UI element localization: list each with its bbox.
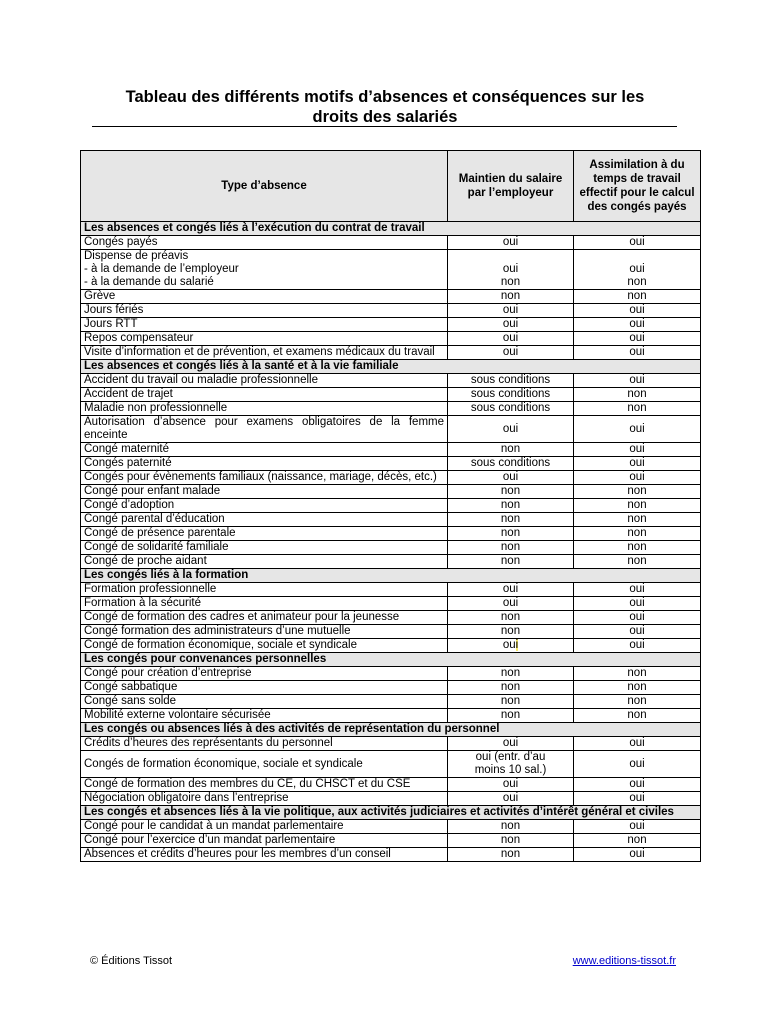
absence-type-cell <box>81 250 448 290</box>
maintien-cell: non <box>448 527 574 541</box>
table-row <box>81 541 701 555</box>
maintien-cell: non <box>448 681 574 695</box>
table-row <box>81 388 701 402</box>
table-row <box>81 304 701 318</box>
table-row <box>81 611 701 625</box>
section-header-row <box>81 360 701 374</box>
maintien-cell: non <box>448 485 574 499</box>
maintien-cell: sous conditions <box>448 402 574 416</box>
assimilation-cell: oui <box>574 848 701 862</box>
assimilation-cell: non <box>574 402 701 416</box>
assimilation-cell: oui <box>574 820 701 834</box>
table-row <box>81 695 701 709</box>
section-header-row <box>81 569 701 583</box>
table-row <box>81 820 701 834</box>
absence-type-cell: Autorisation d’absence pour examens obligatoires de la femme enceinte <box>81 416 448 443</box>
table-row <box>81 485 701 499</box>
maintien-cell: oui <box>448 778 574 792</box>
table-row <box>81 443 701 457</box>
footer-copyright: © Éditions Tissot <box>90 955 173 967</box>
absence-type-cell: Congé parental d’éducation <box>81 513 448 527</box>
table-row <box>81 499 701 513</box>
maintien-cell: non <box>448 625 574 639</box>
assimilation-cell: oui <box>574 304 701 318</box>
assimilation-cell: oui <box>574 737 701 751</box>
table-row <box>81 751 701 778</box>
table-row <box>81 416 701 443</box>
assimilation-cell: non <box>574 709 701 723</box>
assimilation-cell: oui <box>574 639 701 653</box>
maintien-line <box>451 250 570 263</box>
table-row <box>81 737 701 751</box>
table-row <box>81 681 701 695</box>
table-row <box>81 250 701 290</box>
table-row <box>81 625 701 639</box>
column-header-assimilation: Assimilation à du temps de travail effectif pour le calcul des congés payés <box>574 151 701 222</box>
table-row <box>81 290 701 304</box>
maintien-cell: non <box>448 611 574 625</box>
table-row <box>81 346 701 360</box>
title-line-2: droits des salariés <box>312 108 458 126</box>
assimilation-cell: non <box>574 695 701 709</box>
assimilation-cell: oui <box>574 416 701 443</box>
maintien-cell: non <box>448 667 574 681</box>
assimilation-cell: non <box>574 667 701 681</box>
absence-type-cell: Accident de trajet <box>81 388 448 402</box>
absence-type-cell: Congé pour enfant malade <box>81 485 448 499</box>
maintien-cell: non <box>448 443 574 457</box>
absence-type-line: Dispense de préavis <box>84 250 189 262</box>
assimilation-cell: oui <box>574 457 701 471</box>
assimilation-cell: oui <box>574 751 701 778</box>
maintien-cell: non <box>448 541 574 555</box>
table-row <box>81 778 701 792</box>
table-header-row <box>81 151 701 222</box>
table-row <box>81 402 701 416</box>
maintien-cell: non <box>448 834 574 848</box>
maintien-cell: sous conditions <box>448 388 574 402</box>
absence-type-cell: Formation à la sécurité <box>81 597 448 611</box>
assimilation-cell: non <box>574 834 701 848</box>
table-row <box>81 236 701 250</box>
assimilation-cell: oui <box>574 374 701 388</box>
absence-type-cell: Visite d’information et de prévention, et examens médicaux du travail <box>81 346 448 360</box>
assimilation-cell: oui <box>574 236 701 250</box>
page-title <box>90 87 680 127</box>
table-row <box>81 374 701 388</box>
table-row <box>81 318 701 332</box>
maintien-cell: oui <box>448 639 574 653</box>
maintien-line: oui (entr. d’au <box>475 751 546 763</box>
absence-type-cell: Jours fériés <box>81 304 448 318</box>
absence-type-cell: Congé pour création d’entreprise <box>81 667 448 681</box>
absence-type-cell: Congé de formation économique, sociale et syndicale <box>81 639 448 653</box>
absence-type-cell: Congé de formation des cadres et animateur pour la jeunesse <box>81 611 448 625</box>
assimilation-cell: non <box>574 527 701 541</box>
assimilation-cell: non <box>574 541 701 555</box>
maintien-cell: non <box>448 513 574 527</box>
absence-type-cell: Congé maternité <box>81 443 448 457</box>
table-row <box>81 639 701 653</box>
table-row <box>81 834 701 848</box>
assimilation-cell: oui <box>574 778 701 792</box>
maintien-cell: non <box>448 499 574 513</box>
footer-link[interactable]: www.editions-tissot.fr <box>572 955 676 967</box>
table-body <box>81 222 701 862</box>
title-line-1: Tableau des différents motifs d’absences et conséquences sur les <box>125 88 645 106</box>
absence-type-cell: Congé d’adoption <box>81 499 448 513</box>
section-title: Les congés et absences liés à la vie politique, aux activités judiciaires et activités d’intérêt général et civiles <box>81 806 701 820</box>
absence-type-cell: Congé formation des administrateurs d’une mutuelle <box>81 625 448 639</box>
maintien-cell: oui <box>448 318 574 332</box>
maintien-cell <box>448 250 574 290</box>
maintien-cell: oui <box>448 304 574 318</box>
table-row <box>81 848 701 862</box>
assimilation-line: non <box>627 276 647 288</box>
absence-type-cell: Repos compensateur <box>81 332 448 346</box>
table-row <box>81 471 701 485</box>
maintien-cell: oui <box>448 737 574 751</box>
title-underline <box>92 126 677 127</box>
maintien-cell: sous conditions <box>448 374 574 388</box>
assimilation-cell: non <box>574 681 701 695</box>
assimilation-cell: oui <box>574 332 701 346</box>
maintien-cell: non <box>448 695 574 709</box>
maintien-line: oui <box>502 263 519 275</box>
maintien-cell: oui <box>448 792 574 806</box>
absence-type-cell: Congé pour l’exercice d’un mandat parlementaire <box>81 834 448 848</box>
absence-type-cell: Congé de formation des membres du CE, du CHSCT et du CSE <box>81 778 448 792</box>
absence-type-cell: Congés payés <box>81 236 448 250</box>
absence-type-cell: Jours RTT <box>81 318 448 332</box>
absence-type-cell: Congés de formation économique, sociale et syndicale <box>81 751 448 778</box>
column-header-type: Type d’absence <box>81 151 448 222</box>
maintien-line: moins 10 sal.) <box>474 764 547 776</box>
table-row <box>81 597 701 611</box>
assimilation-cell: non <box>574 388 701 402</box>
absence-type-cell: Crédits d’heures des représentants du personnel <box>81 737 448 751</box>
maintien-cell: non <box>448 709 574 723</box>
section-title: Les congés liés à la formation <box>81 569 701 583</box>
assimilation-cell: oui <box>574 443 701 457</box>
maintien-cell: non <box>448 555 574 569</box>
assimilation-cell: non <box>574 290 701 304</box>
absence-type-cell: Congé de proche aidant <box>81 555 448 569</box>
absence-type-cell: Mobilité externe volontaire sécurisée <box>81 709 448 723</box>
section-title: Les congés pour convenances personnelles <box>81 653 701 667</box>
maintien-cell: oui <box>448 346 574 360</box>
assimilation-line <box>577 250 697 263</box>
assimilation-cell: oui <box>574 611 701 625</box>
assimilation-cell <box>574 250 701 290</box>
table-row <box>81 792 701 806</box>
maintien-cell: oui <box>448 583 574 597</box>
section-header-row <box>81 222 701 236</box>
maintien-cell: oui <box>448 597 574 611</box>
assimilation-cell: non <box>574 499 701 513</box>
maintien-cell: oui <box>448 236 574 250</box>
section-header-row <box>81 723 701 737</box>
column-header-maintien: Maintien du salaire par l’employeur <box>448 151 574 222</box>
table-row <box>81 457 701 471</box>
maintien-cell: oui <box>448 416 574 443</box>
absence-type-cell: Négociation obligatoire dans l’entreprise <box>81 792 448 806</box>
table-row <box>81 513 701 527</box>
maintien-cell: oui <box>448 471 574 485</box>
absence-type-cell: Grève <box>81 290 448 304</box>
maintien-cell: non <box>448 820 574 834</box>
absence-type-cell: Congés paternité <box>81 457 448 471</box>
absence-type-cell: Formation professionnelle <box>81 583 448 597</box>
table-row <box>81 527 701 541</box>
section-header-row <box>81 653 701 667</box>
assimilation-cell: non <box>574 513 701 527</box>
section-title: Les absences et congés liés à la santé et à la vie familiale <box>81 360 701 374</box>
absence-type-cell: Congé de solidarité familiale <box>81 541 448 555</box>
maintien-cell: oui <box>448 332 574 346</box>
assimilation-line: oui <box>629 263 645 275</box>
absence-type-line: - à la demande de l’employeur <box>84 263 239 275</box>
absence-type-cell: Accident du travail ou maladie professionnelle <box>81 374 448 388</box>
maintien-line: non <box>500 276 521 288</box>
section-header-row <box>81 806 701 820</box>
assimilation-cell: oui <box>574 583 701 597</box>
maintien-cell: non <box>448 290 574 304</box>
absence-type-cell: Congé sabbatique <box>81 681 448 695</box>
absence-type-cell: Maladie non professionnelle <box>81 402 448 416</box>
absence-type-cell: Congé sans solde <box>81 695 448 709</box>
assimilation-cell: oui <box>574 346 701 360</box>
table-row <box>81 667 701 681</box>
assimilation-cell: non <box>574 485 701 499</box>
absence-type-cell: Congé de présence parentale <box>81 527 448 541</box>
absence-type-line: - à la demande du salarié <box>84 276 214 288</box>
absence-type-cell: Congés pour évènements familiaux (naissance, mariage, décès, etc.) <box>81 471 448 485</box>
table-row <box>81 555 701 569</box>
table-row <box>81 709 701 723</box>
assimilation-cell: oui <box>574 471 701 485</box>
section-title: Les congés ou absences liés à des activités de représentation du personnel <box>81 723 701 737</box>
assimilation-cell: non <box>574 555 701 569</box>
table-row <box>81 583 701 597</box>
maintien-cell: non <box>448 848 574 862</box>
section-title: Les absences et congés liés à l’exécution du contrat de travail <box>81 222 701 236</box>
highlight-mark: i <box>515 639 519 651</box>
assimilation-cell: oui <box>574 597 701 611</box>
maintien-cell: sous conditions <box>448 457 574 471</box>
absences-table <box>80 150 701 862</box>
assimilation-cell: oui <box>574 625 701 639</box>
maintien-cell <box>448 751 574 778</box>
assimilation-cell: oui <box>574 318 701 332</box>
absence-type-cell: Absences et crédits d’heures pour les membres d’un conseil <box>81 848 448 862</box>
table-row <box>81 332 701 346</box>
absence-type-cell: Congé pour le candidat à un mandat parlementaire <box>81 820 448 834</box>
assimilation-cell: oui <box>574 792 701 806</box>
